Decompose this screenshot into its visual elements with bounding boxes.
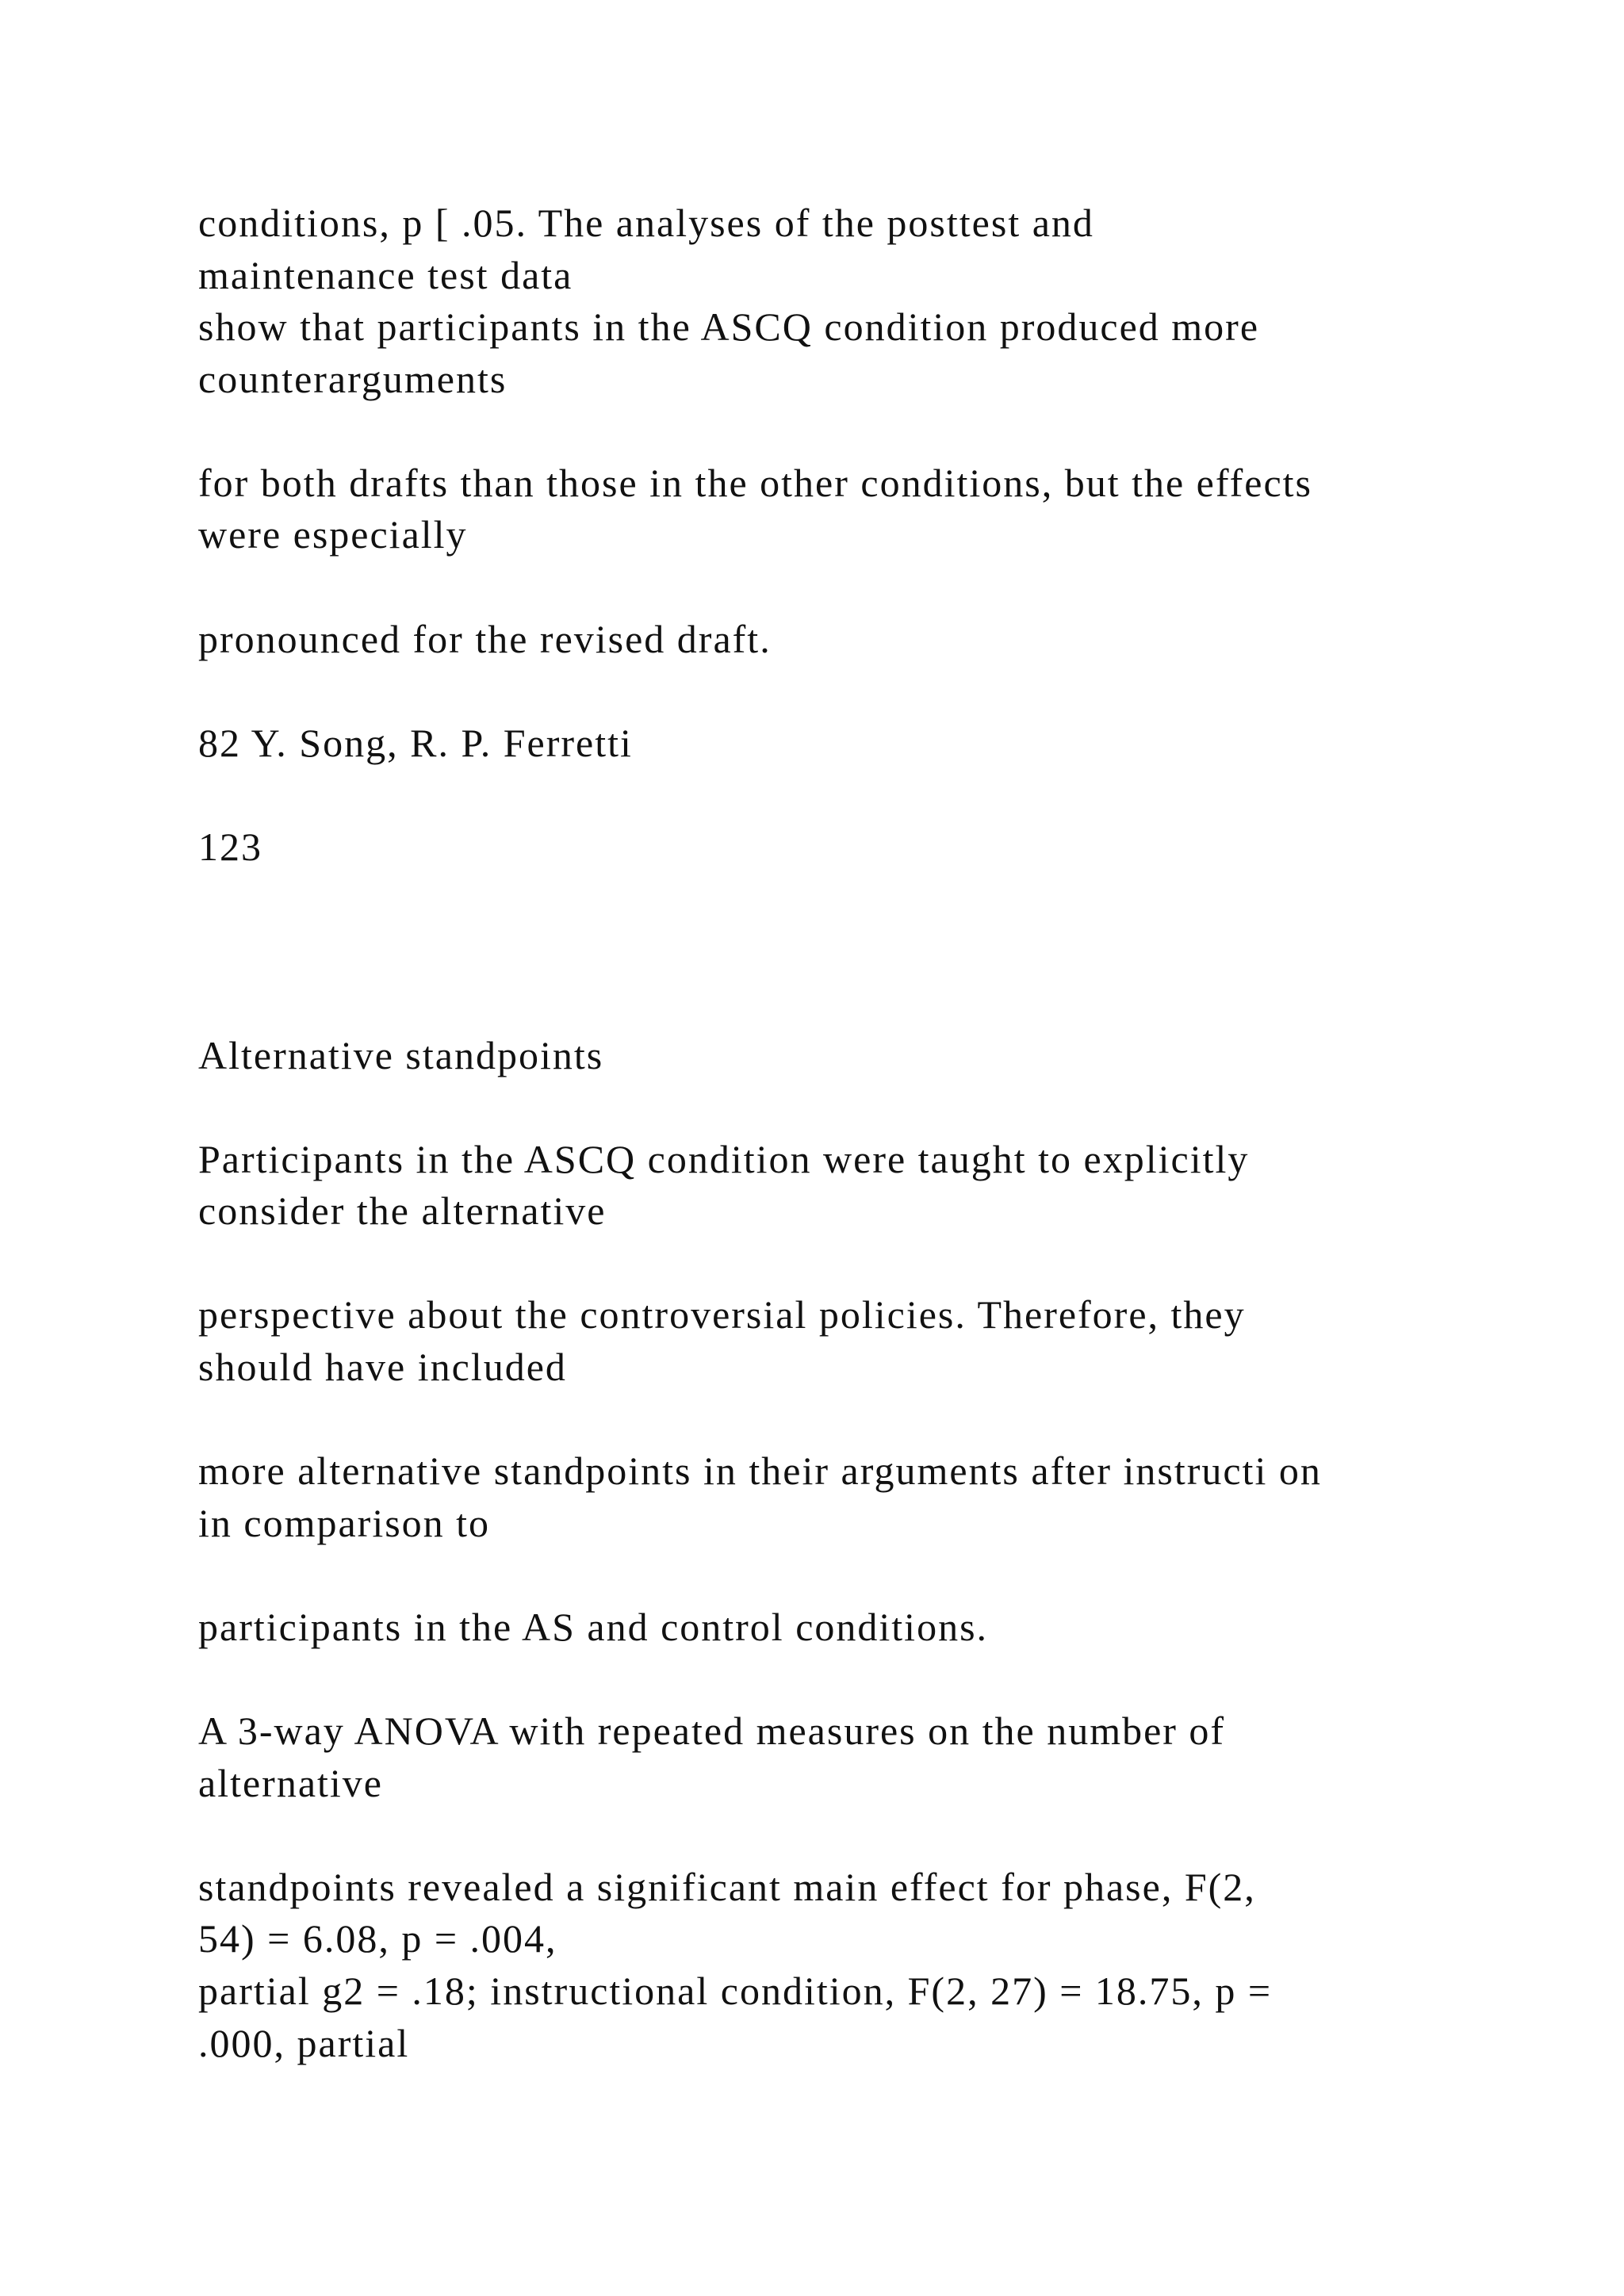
text-line: participants in the AS and control conditions. bbox=[198, 1605, 989, 1649]
text-line: A 3-way ANOVA with repeated measures on the number of bbox=[198, 1709, 1226, 1753]
text-line: were especially bbox=[198, 512, 468, 557]
text-line: should have included bbox=[198, 1345, 567, 1389]
text-line: .000, partial bbox=[198, 2021, 410, 2065]
text-line: pronounced for the revised draft. bbox=[198, 617, 772, 661]
text-line: Participants in the ASCQ condition were taught to explicitly bbox=[198, 1137, 1250, 1181]
text-line: standpoints revealed a significant main effect for phase, F(2, bbox=[198, 1865, 1256, 1909]
text-line: 54) = 6.08, p = .004, bbox=[198, 1916, 557, 1961]
text-line: in comparison to bbox=[198, 1501, 491, 1545]
text-line: show that participants in the ASCQ condition produced more bbox=[198, 304, 1260, 349]
text-line: maintenance test data bbox=[198, 253, 573, 297]
text-line: conditions, p [ .05. The analyses of the posttest and bbox=[198, 201, 1094, 245]
section-heading: Alternative standpoints bbox=[198, 1033, 604, 1077]
text-line: partial g2 = .18; instructional condition, F(2, 27) = 18.75, p = bbox=[198, 1969, 1273, 2013]
text-line: more alternative standpoints in their arguments after instructi on bbox=[198, 1448, 1322, 1493]
text-line: consider the alternative bbox=[198, 1188, 607, 1233]
running-footer: 82 Y. Song, R. P. Ferretti bbox=[198, 721, 633, 765]
page-number: 123 bbox=[198, 825, 262, 869]
text-line: counterarguments bbox=[198, 357, 508, 401]
text-line: alternative bbox=[198, 1761, 383, 1805]
text-line: perspective about the controversial policies. Therefore, they bbox=[198, 1292, 1246, 1337]
text-line: for both drafts than those in the other conditions, but the effects bbox=[198, 461, 1312, 505]
